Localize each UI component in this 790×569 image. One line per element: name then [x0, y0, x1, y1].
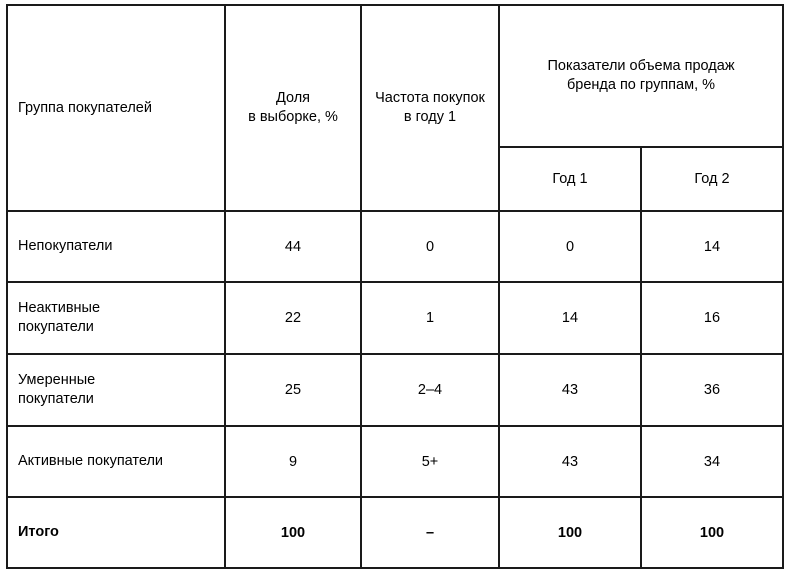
column-header-frequency-line1: Частота покупок [375, 90, 485, 107]
column-header-sales-volume-line2: бренда по группам, % [566, 77, 716, 93]
table-body [7, 211, 783, 568]
column-header-group-label: Группа покупателей [18, 99, 152, 116]
row-label-active-buyers [7, 426, 225, 497]
column-header-group [7, 5, 225, 211]
cell-year-1: 14 [499, 282, 641, 354]
row-label-line2: покупатели [18, 391, 94, 407]
table-row-total [7, 497, 783, 568]
cell-total-year-1: 100 [499, 497, 641, 568]
cell-share: 9 [225, 426, 361, 497]
cell-year-2: 36 [641, 354, 783, 426]
row-label-line2: покупатели [18, 319, 94, 335]
cell-frequency: 2–4 [361, 354, 499, 426]
column-header-sales-volume-line1: Показатели объема продаж [547, 58, 735, 75]
cell-total-frequency: – [361, 497, 499, 568]
cell-share: 22 [225, 282, 361, 354]
column-header-share-line2: в выборке, % [248, 109, 338, 125]
cell-frequency: 5+ [361, 426, 499, 497]
column-header-share-line1: Доля [275, 90, 311, 107]
row-label-line1: Непокупатели [18, 238, 113, 255]
cell-year-2: 14 [641, 211, 783, 282]
column-header-year-1 [499, 147, 641, 211]
cell-year-1: 43 [499, 354, 641, 426]
cell-year-1: 0 [499, 211, 641, 282]
cell-year-2: 16 [641, 282, 783, 354]
column-header-year-1-label: Год 1 [552, 170, 588, 187]
column-header-frequency [361, 5, 499, 211]
row-label-non-buyers [7, 211, 225, 282]
cell-year-2: 34 [641, 426, 783, 497]
table-row [7, 426, 783, 497]
cell-year-1: 43 [499, 426, 641, 497]
cell-frequency: 0 [361, 211, 499, 282]
row-label-inactive-buyers [7, 282, 225, 354]
row-label-line1: Неактивные [18, 300, 101, 317]
cell-total-year-2: 100 [641, 497, 783, 568]
column-header-year-2 [641, 147, 783, 211]
row-label-moderate-buyers [7, 354, 225, 426]
row-label-line1: Умеренные [18, 372, 96, 389]
row-label-total: Итого [7, 497, 225, 568]
buyer-groups-table [6, 4, 784, 569]
table-header-row-primary [7, 5, 783, 147]
cell-share: 25 [225, 354, 361, 426]
column-header-share [225, 5, 361, 211]
table-row [7, 354, 783, 426]
cell-total-share: 100 [225, 497, 361, 568]
cell-share: 44 [225, 211, 361, 282]
cell-frequency: 1 [361, 282, 499, 354]
table-row [7, 211, 783, 282]
table-header [7, 5, 783, 211]
column-header-sales-volume [499, 5, 783, 147]
column-header-frequency-line2: в году 1 [403, 109, 457, 125]
column-header-year-2-label: Год 2 [694, 170, 730, 187]
table-row [7, 282, 783, 354]
row-label-line1: Активные покупатели [18, 453, 164, 470]
